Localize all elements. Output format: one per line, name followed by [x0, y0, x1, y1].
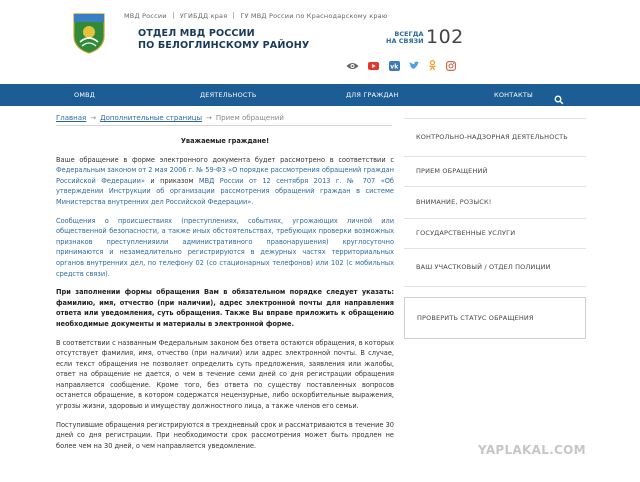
check-status-label: ПРОВЕРИТЬ СТАТУС ОБРАЩЕНИЯ	[417, 313, 534, 322]
sidebar-menu	[404, 118, 586, 339]
greeting-heading: Уважаемые граждане!	[180, 137, 270, 145]
sidebar-item-control[interactable]	[404, 119, 586, 157]
sidebar-item-appeals[interactable]	[404, 157, 586, 187]
top-links	[124, 12, 388, 20]
paragraph-intro	[56, 155, 394, 208]
breadcrumb	[56, 114, 284, 122]
sidebar-item-district-officer[interactable]	[404, 249, 586, 287]
search-icon[interactable]	[554, 90, 564, 100]
breadcrumb-separator: →	[206, 114, 212, 122]
department-title-line2: ПО БЕЛОГЛИНСКОМУ РАЙОНУ	[138, 40, 310, 51]
sidebar-item-wanted[interactable]	[404, 187, 586, 219]
hotline-label-line2: НА СВЯЗИ	[386, 37, 424, 45]
sidebar-item-label: ГОСУДАРСТВЕННЫЕ УСЛУГИ	[416, 229, 516, 237]
twitter-icon[interactable]	[409, 56, 420, 75]
paragraph-deadlines: Поступившие обращения регистрируются в трехдневный срок и рассматриваются в течение 30 дней со дня регистрации. При необходимости срок рассмотрения может быть продлен не более чем на 30 дней, о чем направляется уведомление.	[56, 420, 394, 450]
paragraph-no-answer: В соответствии с названным Федеральным законом без ответа остаются обращения, в которых отсутствует фамилия, имя, отчество (при наличии) или адрес электронной почты. В случае, если текст обращения не позволяет определить суть предложения, заявления или жалобы, ответ на обращение не дается, о чем в течение семи дней со дня регистрации обращения направляется сообщение. Кроме того, без ответа по существу поставленных вопросов останется обращение, в котором содержатся нецензурные, либо оскорбительные выражения, угрозы жизни, здоровью и имуществу должностного лица, а также членов его семьи.	[56, 338, 394, 411]
divider	[233, 12, 234, 19]
nav-item-omvd[interactable]: ОМВД	[74, 91, 96, 99]
sidebar-item-label: ВАШ УЧАСТКОВЫЙ / ОТДЕЛ ПОЛИЦИИ	[416, 263, 551, 271]
nav-item-activity[interactable]: ДЕЯТЕЛЬНОСТЬ	[200, 91, 257, 99]
odnoklassniki-icon[interactable]	[428, 56, 437, 75]
instagram-icon[interactable]	[446, 56, 456, 75]
main-content	[56, 136, 394, 459]
breadcrumb-home[interactable]: Главная	[56, 114, 87, 122]
paragraph-text: Ваше обращение в форме электронного документа будет рассмотрено в соответствии с	[56, 155, 394, 164]
top-link-mvd[interactable]: МВД России	[124, 12, 167, 20]
watermark: YAPLAKAL.COM	[478, 443, 586, 457]
sidebar-item-label: ВНИМАНИЕ, РОЗЫСК!	[416, 198, 492, 206]
vk-icon[interactable]	[389, 56, 400, 75]
paragraph-required-fields: При заполнении формы обращения Вам в обязательном порядке следует указать: фамилию, имя, отчество (при наличии), адрес электронной почты для направления ответа или уведомления, суть обращения. Также Вы вправе приложить к обращению необходимые документы и материалы в электронной форме.	[56, 288, 394, 328]
law-link[interactable]: Федеральным законом от 2 мая 2006 г. № 59-ФЗ «О порядке рассмотрения обращений граждан Российской Федерации»	[56, 166, 394, 185]
paragraph-text: и приказом	[144, 176, 199, 185]
divider	[56, 125, 392, 126]
hotline-number[interactable]: 102	[426, 26, 464, 48]
site-header	[0, 0, 640, 84]
sidebar-item-label: КОНТРОЛЬНО-НАДЗОРНАЯ ДЕЯТЕЛЬНОСТЬ	[416, 133, 568, 141]
coat-of-arms-logo[interactable]	[72, 12, 106, 54]
breadcrumb-separator: →	[90, 114, 97, 122]
nav-item-for-citizens[interactable]: ДЛЯ ГРАЖДАН	[346, 91, 399, 99]
sidebar-item-label: ПРИЕМ ОБРАЩЕНИЙ	[416, 167, 488, 175]
youtube-icon[interactable]	[368, 56, 379, 75]
top-link-gu-mvd[interactable]: ГУ МВД России по Краснодарскому краю	[240, 12, 388, 20]
sidebar-item-gov-services[interactable]	[404, 219, 586, 249]
department-title[interactable]	[138, 28, 309, 52]
divider	[173, 12, 174, 19]
nav-item-contacts[interactable]: КОНТАКТЫ	[494, 91, 533, 99]
paragraph-incidents	[56, 216, 394, 280]
breadcrumb-current: Прием обращений	[215, 114, 284, 122]
hotline-label	[386, 31, 424, 45]
check-status-button[interactable]	[404, 297, 586, 339]
order-link[interactable]: МВД России от 12 сентября 2013 г. № 707 «Об утверждении Инструкции об организации рассмотрения обращений граждан в системе Министерства внутренних дел Российской Федерации».	[56, 176, 394, 206]
eye-icon[interactable]	[346, 56, 359, 75]
top-link-ugibdd[interactable]: УГИБДД края	[179, 12, 228, 20]
breadcrumb-section[interactable]: Дополнительные страницы	[100, 114, 203, 122]
hotline-label-line1: ВСЕГДА	[394, 30, 424, 38]
svg-text:vk: vk	[390, 63, 399, 71]
department-title-line1: ОТДЕЛ МВД РОССИИ	[138, 28, 255, 39]
main-nav	[0, 84, 640, 106]
incidents-text-rest: круглосуточно принимаются и незамедлительно регистрируются в дежурных частях территориальных органов внутренних дел, по телефону 02 (со стационарных телефонов) или 102 (с мобильных средств связи).	[56, 237, 394, 278]
incidents-text: Сообщения о происшествиях (преступлениях, событиях, угрожающих личной или общественной безопасности, а также иных обстоятельствах, требующих проверки возможных признаков преступленияили административного правонарушения)	[56, 216, 394, 246]
